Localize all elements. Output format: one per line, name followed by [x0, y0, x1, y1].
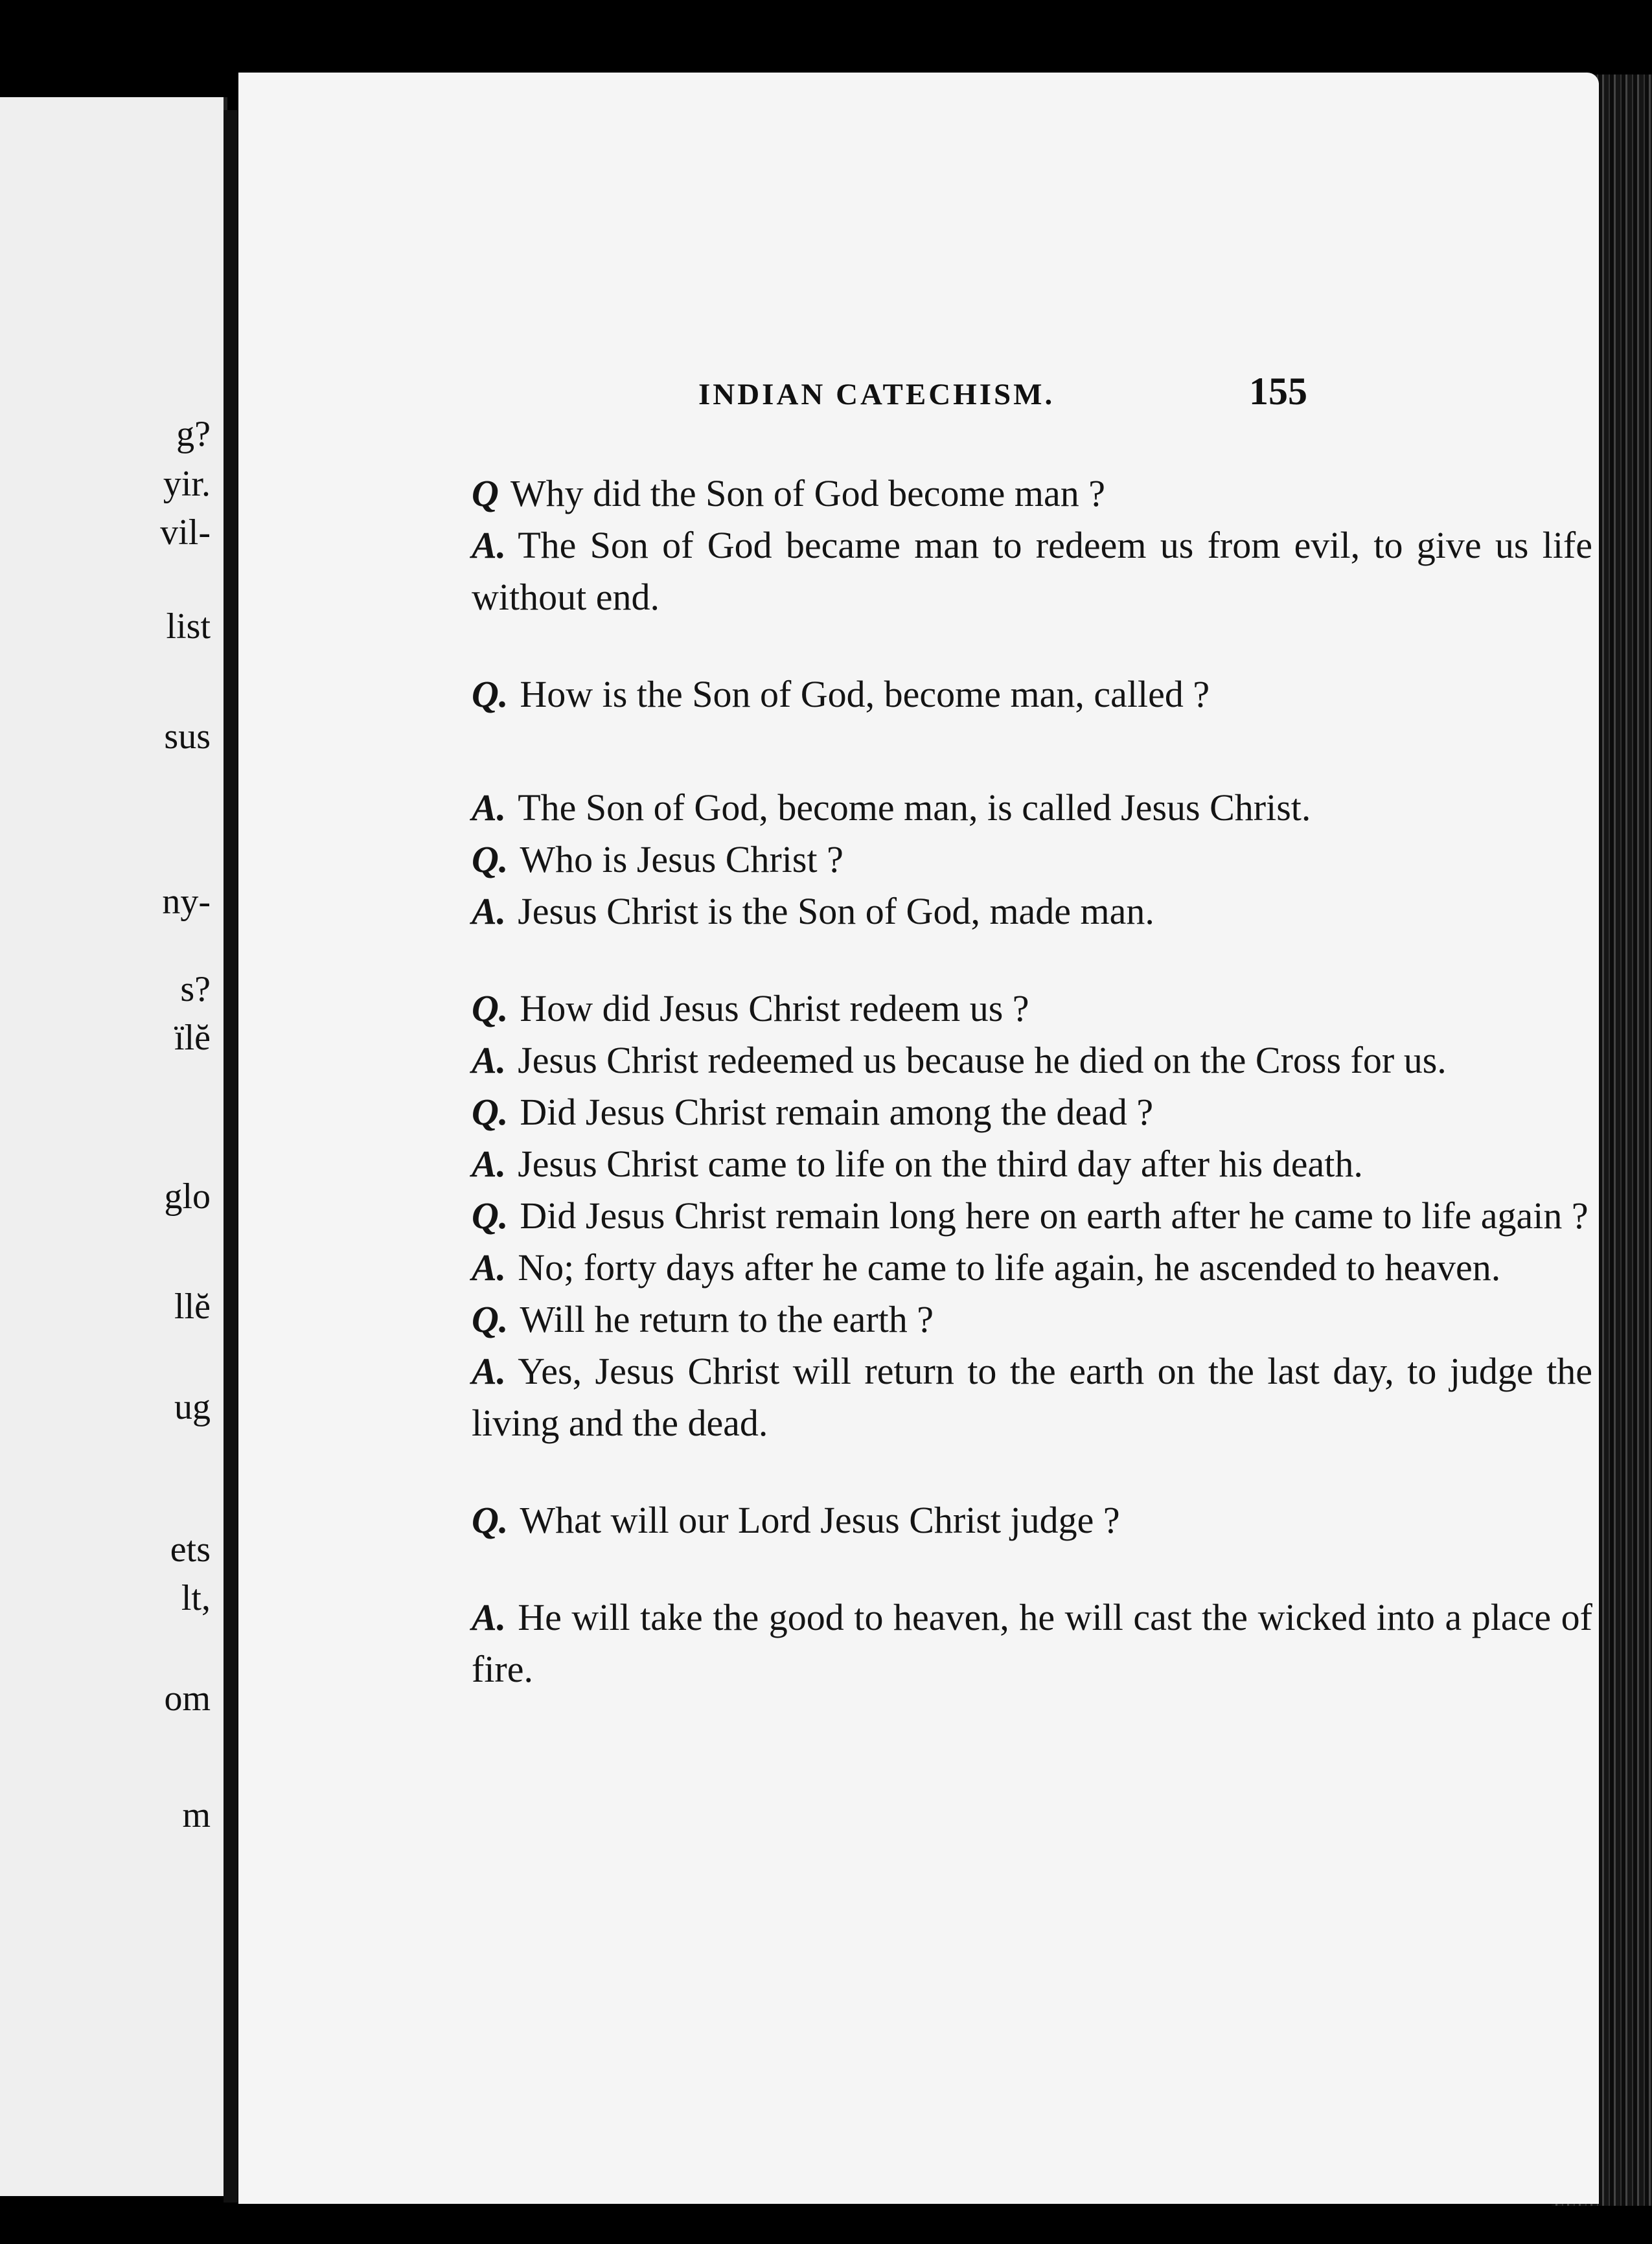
answer — [426, 1592, 1592, 1695]
q-marker: Q. — [472, 1195, 509, 1237]
a-marker: A. — [472, 1350, 507, 1392]
facing-page-text: list — [166, 606, 211, 647]
facing-page-text: ets — [170, 1529, 211, 1570]
facing-page-text: lt, — [181, 1578, 211, 1618]
a-marker: A. — [472, 524, 507, 566]
answer-text: Yes, Jesus Christ will return to the earth on the last day, to judge the living and the dead. — [472, 1350, 1592, 1444]
question — [426, 468, 1592, 520]
q-marker: Q — [472, 472, 499, 514]
facing-page-text: llĕ — [174, 1287, 211, 1327]
answer-text: Jesus Christ is the Son of God, made man. — [518, 890, 1154, 932]
question — [426, 983, 1592, 1035]
q-marker: Q. — [472, 987, 509, 1029]
answer-text: The Son of God became man to redeem us from evil, to give us life without end. — [472, 524, 1592, 618]
q-marker: Q. — [472, 838, 509, 880]
answer-text: The Son of God, become man, is called Jesus Christ. — [518, 786, 1311, 829]
question — [426, 1494, 1592, 1546]
answer — [426, 1138, 1592, 1190]
page-header — [238, 370, 1599, 429]
answer — [426, 886, 1592, 937]
answer-text: Jesus Christ came to life on the third day after his death. — [518, 1143, 1363, 1185]
facing-page-text: ïlĕ — [174, 1018, 211, 1058]
question-text: How did Jesus Christ redeem us ? — [520, 987, 1029, 1029]
answer — [426, 1242, 1592, 1294]
question — [426, 1294, 1592, 1345]
question-text: How is the Son of God, become man, called ? — [520, 673, 1210, 715]
answer — [426, 520, 1592, 623]
q-marker: Q. — [472, 673, 509, 715]
question-text: Will he return to the earth ? — [520, 1298, 934, 1340]
question — [426, 669, 1592, 720]
catechism-text — [426, 468, 1592, 1695]
answer-text: He will take the good to heaven, he will cast the wicked into a place of fire. — [472, 1596, 1592, 1690]
a-marker: A. — [472, 786, 507, 829]
book-gutter — [224, 110, 238, 2203]
facing-page-text: sus — [164, 716, 211, 757]
q-marker: Q. — [472, 1298, 509, 1340]
book-page — [238, 73, 1599, 2204]
question — [426, 834, 1592, 886]
answer — [426, 782, 1592, 834]
question-text: Did Jesus Christ remain long here on earth after he came to life again ? — [520, 1195, 1589, 1237]
facing-page-text: ny- — [162, 882, 211, 922]
answer — [426, 1035, 1592, 1086]
facing-page-text: m — [182, 1795, 211, 1835]
facing-page-text: om — [164, 1678, 211, 1719]
a-marker: A. — [472, 1143, 507, 1185]
a-marker: A. — [472, 1246, 507, 1288]
facing-page-fragment — [0, 97, 227, 2196]
question-text: What will our Lord Jesus Christ judge ? — [520, 1499, 1120, 1541]
facing-page-text: glo — [164, 1176, 211, 1217]
answer — [426, 1345, 1592, 1449]
facing-page-text: vil- — [160, 512, 211, 553]
q-marker: Q. — [472, 1499, 509, 1541]
facing-page-text: g? — [176, 414, 211, 454]
facing-page-text: s? — [180, 969, 211, 1009]
answer-text: No; forty days after he came to life again, he ascended to heaven. — [518, 1246, 1501, 1288]
question-text: Did Jesus Christ remain among the dead ? — [520, 1091, 1154, 1133]
a-marker: A. — [472, 1039, 507, 1081]
facing-page-text: ug — [174, 1387, 211, 1427]
question-text: Who is Jesus Christ ? — [520, 838, 843, 880]
question-text: Why did the Son of God become man ? — [510, 472, 1106, 514]
question — [426, 1190, 1592, 1242]
q-marker: Q. — [472, 1091, 509, 1133]
question — [426, 1086, 1592, 1138]
answer-text: Jesus Christ redeemed us because he died on the Cross for us. — [518, 1039, 1447, 1081]
facing-page-text: yir. — [163, 464, 211, 504]
page-number: 155 — [1249, 370, 1307, 413]
a-marker: A. — [472, 1596, 507, 1638]
a-marker: A. — [472, 890, 507, 932]
running-title: INDIAN CATECHISM. — [698, 378, 1055, 411]
